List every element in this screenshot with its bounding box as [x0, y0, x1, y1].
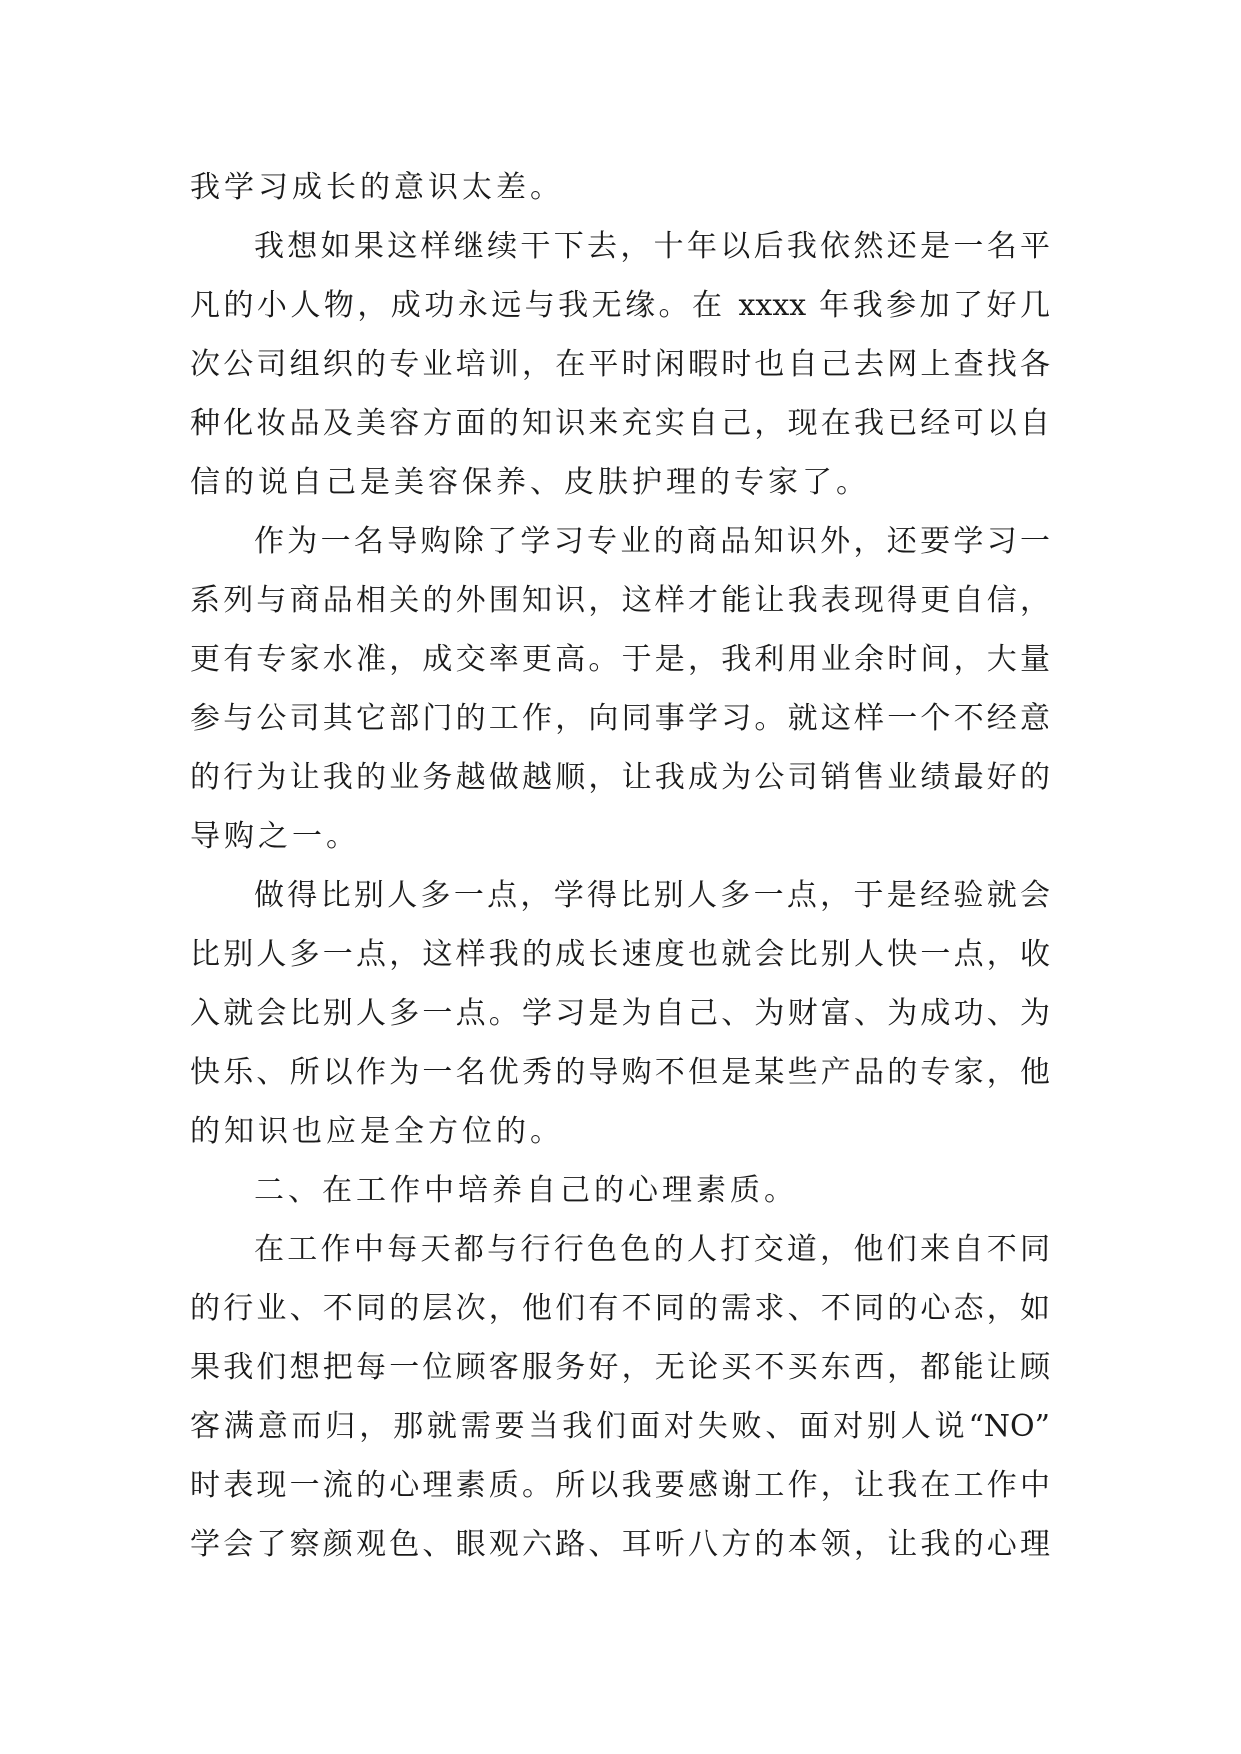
text-line: 时表现一流的心理素质。所以我要感谢工作，让我在工作中: [190, 1468, 1050, 1503]
paragraph-first-line: 做得比别人多一点，学得比别人多一点，于是经验就会: [254, 878, 1050, 913]
text-line: 客满意而归，那就需要当我们面对失败、面对别人说“NO”: [190, 1409, 1050, 1444]
text-line: 更有专家水准，成交率更高。于是，我利用业余时间，大量: [190, 642, 1050, 677]
text-line: 果我们想把每一位顾客服务好，无论买不买东西，都能让顾: [190, 1350, 1050, 1385]
text-line: 次公司组织的专业培训，在平时闲暇时也自己去网上查找各: [190, 347, 1050, 382]
section-heading: 二、在工作中培养自己的心理素质。: [254, 1173, 798, 1208]
text-line: 系列与商品相关的外围知识，这样才能让我表现得更自信，: [190, 583, 1050, 618]
text-line: 入就会比别人多一点。学习是为自己、为财富、为成功、为: [190, 996, 1050, 1031]
paragraph-first-line: 作为一名导购除了学习专业的商品知识外，还要学习一: [254, 524, 1050, 559]
document-body: [190, 158, 1050, 1574]
text-line: 种化妆品及美容方面的知识来充实自己，现在我已经可以自: [190, 406, 1050, 441]
text-line: 导购之一。: [190, 819, 360, 854]
paragraph-first-line: 在工作中每天都与行行色色的人打交道，他们来自不同: [254, 1232, 1050, 1267]
text-line: 的行业、不同的层次，他们有不同的需求、不同的心态，如: [190, 1291, 1050, 1326]
text-line: 快乐、所以作为一名优秀的导购不但是某些产品的专家，他: [190, 1055, 1050, 1090]
text-line: 凡的小人物，成功永远与我无缘。在 xxxx 年我参加了好几: [190, 288, 1050, 323]
text-line: 我学习成长的意识太差。: [190, 170, 564, 205]
text-line: 比别人多一点，这样我的成长速度也就会比别人快一点，收: [190, 937, 1050, 972]
text-line: 学会了察颜观色、眼观六路、耳听八方的本领，让我的心理: [190, 1527, 1050, 1562]
text-line: 的知识也应是全方位的。: [190, 1114, 564, 1149]
text-line: 的行为让我的业务越做越顺，让我成为公司销售业绩最好的: [190, 760, 1050, 795]
text-line: 信的说自己是美容保养、皮肤护理的专家了。: [190, 465, 870, 500]
text-line: 参与公司其它部门的工作，向同事学习。就这样一个不经意: [190, 701, 1050, 736]
paragraph-first-line: 我想如果这样继续干下去，十年以后我依然还是一名平: [254, 229, 1050, 264]
